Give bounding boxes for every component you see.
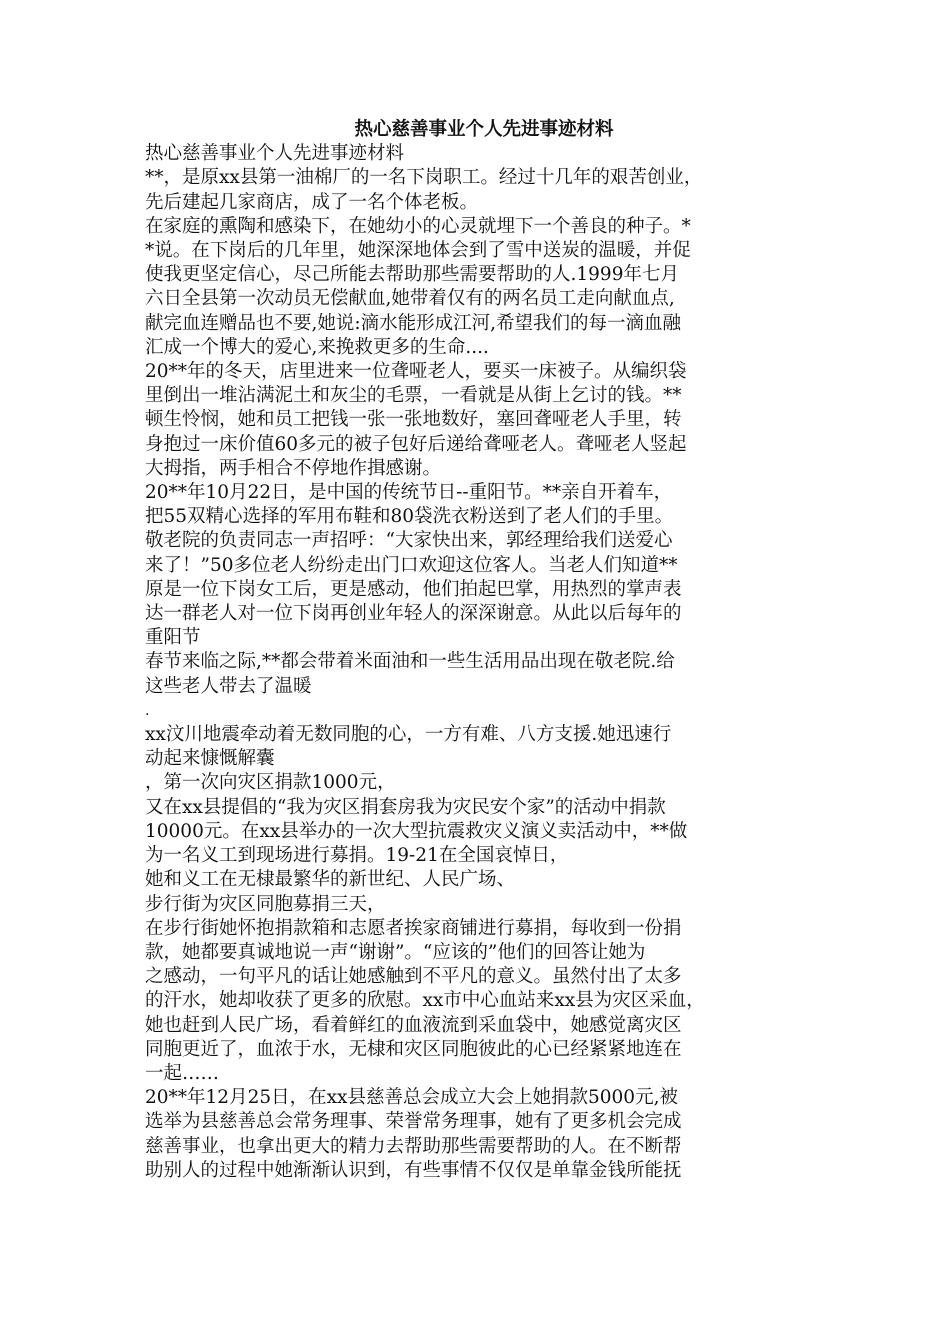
body-line: 春节来临之际,**都会带着米面油和一些生活用品出现在敬老院.给 <box>145 651 675 673</box>
body-line: 慈善事业，也拿出更大的精力去帮助那些需要帮助的人。在不断帮 <box>145 1135 682 1157</box>
body-line: 大拇指，两手相合不停地作揖感谢。 <box>145 457 442 479</box>
body-line: *说。在下岗后的几年里，她深深地体会到了雪中送炭的温暖，并促 <box>145 240 691 262</box>
body-line: 助别人的过程中她渐渐认识到，有些事情不仅仅是单靠金钱所能抚 <box>145 1159 682 1181</box>
body-line: 的汗水，她却收获了更多的欣慰。xx市中心血站来xx县为灾区采血， <box>145 990 705 1012</box>
body-line: 六日全县第一次动员无偿献血,她带着仅有的两名员工走向献血点, <box>145 288 675 310</box>
body-line: 汇成一个博大的爱心,来挽救更多的生命.... <box>145 336 489 358</box>
body-line: 里倒出一堆沾满泥土和灰尘的毛票，一看就是从街上乞讨的钱。** <box>145 385 682 407</box>
body-line: 顿生怜悯，她和员工把钱一张一张地数好，塞回聋哑老人手里，转 <box>145 409 682 431</box>
body-line: 来了！”50多位老人纷纷走出门口欢迎这位客人。当老人们知道** <box>145 554 678 576</box>
body-line: 身抱过一床价值60多元的被子包好后递给聋哑老人。聋哑老人竖起 <box>145 433 687 455</box>
body-line: 这些老人带去了温暖 <box>145 675 312 697</box>
body-line: 为一名义工到现场进行募捐。19-21在全国哀悼日， <box>145 845 569 867</box>
document-title: 热心慈善事业个人先进事迹材料 <box>354 119 614 140</box>
body-line: 达一群老人对一位下岗再创业年轻人的深深谢意。从此以后每年的 <box>145 603 682 625</box>
body-line: 步行街为灾区同胞募捐三天， <box>145 893 386 915</box>
body-line: 20**年10月22日，是中国的传统节日--重阳节。**亲自开着车， <box>145 482 673 504</box>
body-line: xx汶川地震牵动着无数同胞的心，一方有难、八方支援.她迅速行 <box>145 724 672 746</box>
body-line: 款，她都要真诚地说一声“谢谢”。“应该的”他们的回答让她为 <box>145 941 646 963</box>
body-line: 10000元。在xx县举办的一次大型抗震救灾义演义卖活动中，**做 <box>145 820 688 842</box>
body-line: 20**年的冬天，店里进来一位聋哑老人，要买一床被子。从编织袋 <box>145 361 687 383</box>
body-line: **，是原xx县第一油棉厂的一名下岗职工。经过十几年的艰苦创业， <box>145 167 703 189</box>
body-line: . <box>145 702 150 719</box>
body-line: 原是一位下岗女工后，更是感动，他们拍起巴掌，用热烈的掌声表 <box>145 578 682 600</box>
body-line: 热心慈善事业个人先进事迹材料 <box>145 143 405 165</box>
body-line: 在家庭的熏陶和感染下，在她幼小的心灵就埋下一个善良的种子。* <box>145 215 691 237</box>
body-line: 敬老院的负责同志一声招呼：“大家快出来，郭经理给我们送爱心 <box>145 530 673 552</box>
body-line: 献完血连赠品也不要,她说:滴水能形成江河,希望我们的每一滴血融 <box>145 312 681 334</box>
body-line: 在步行街她怀抱捐款箱和志愿者挨家商铺进行募捐，每收到一份捐 <box>145 917 682 939</box>
body-line: 动起来慷慨解囊 <box>145 748 275 770</box>
body-line: 她也赶到人民广场，看着鲜红的血液流到采血袋中，她感觉离灾区 <box>145 1014 682 1036</box>
body-line: 又在xx县提倡的“我为灾区捐套房我为灾民安个家”的活动中捐款 <box>145 796 666 818</box>
body-line: 20**年12月25日，在xx县慈善总会成立大会上她捐款5000元,被 <box>145 1087 678 1109</box>
body-line: 先后建起几家商店，成了一名个体老板。 <box>145 191 479 213</box>
body-line: 一起…… <box>145 1062 220 1084</box>
body-line: 把55双精心选择的军用布鞋和80袋洗衣粉送到了老人们的手里。 <box>145 506 674 528</box>
body-line: 重阳节 <box>145 627 201 649</box>
body-line: 使我更坚定信心，尽己所能去帮助那些需要帮助的人.1999年七月 <box>145 264 679 286</box>
body-line: 之感动，一句平凡的话让她感触到不平凡的意义。虽然付出了太多 <box>145 966 682 988</box>
body-line: 她和义工在无棣最繁华的新世纪、人民广场、 <box>145 869 516 891</box>
document-page <box>145 118 817 1183</box>
body-line: ，第一次向灾区捐款1000元， <box>145 772 396 794</box>
body-line: 同胞更近了，血浓于水，无棣和灾区同胞彼此的心已经紧紧地连在 <box>145 1038 682 1060</box>
document-body <box>145 142 817 1183</box>
body-line: 选举为县慈善总会常务理事、荣誉常务理事，她有了更多机会完成 <box>145 1111 682 1133</box>
